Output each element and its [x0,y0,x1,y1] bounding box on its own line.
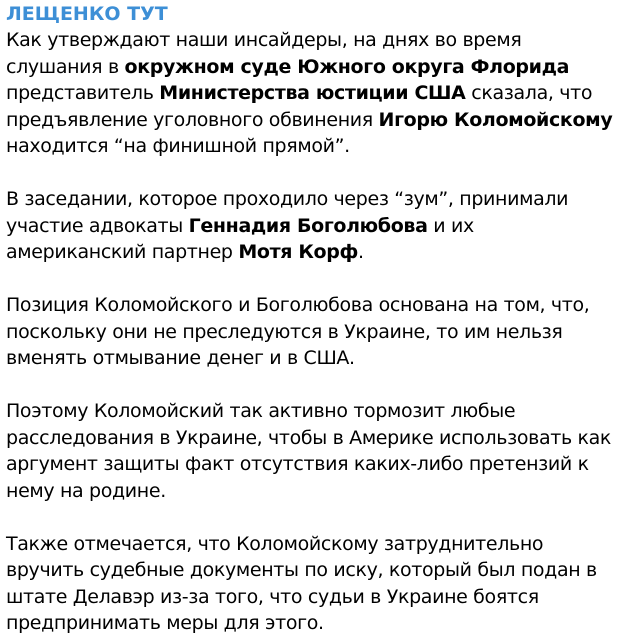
text-run: Поэтому Коломойский так активно тормозит любые расследования в Украине, чтобы в Америке использовать как аргумент защиты факт отсутствия каких-либо претензий к нему на родине. [6,400,612,502]
text-run: и их американский партнер [6,214,474,263]
text-run: сказала, что предъявление уголовного обвинения [6,82,593,131]
text-run: Как утверждают наши инсайдеры, на днях во время слушания в [6,29,522,78]
text-run: Позиция Коломойского и Боголюбова основана на том, что, поскольку они не преследуются в Украине, то им нельзя вменять отмывание денег и в США. [6,294,590,369]
post-paragraph [6,27,618,160]
post-text [6,27,618,637]
post-paragraph [6,292,618,372]
text-run: находится “на финишной прямой”. [6,135,350,157]
post-paragraph [6,186,618,266]
text-run: . [358,241,364,263]
post-paragraph [6,398,618,504]
channel-post [6,0,618,637]
bold-text: Геннадия Боголюбова [188,214,428,237]
text-run: представитель [6,82,160,104]
bold-text: Игорю Коломойскому [378,108,613,131]
text-run: В заседании, которое проходило через “зум”, принимали участие адвокаты [6,188,569,237]
text-run: Также отмечается, что Коломойскому затруднительно вручить судебные документы по иску, который был подан в штате Делавэр из-за того, что судьи в Украине боятся предпринимать меры для этого. [6,532,597,634]
bold-text: окружном суде Южного округа Флорида [124,55,570,78]
bold-text: Мотя Корф [238,241,359,263]
channel-name-link[interactable]: ЛЕЩЕНКО ТУТ [6,3,168,25]
post-paragraph [6,531,618,637]
bold-text: Министерства юстиции США [159,82,466,104]
